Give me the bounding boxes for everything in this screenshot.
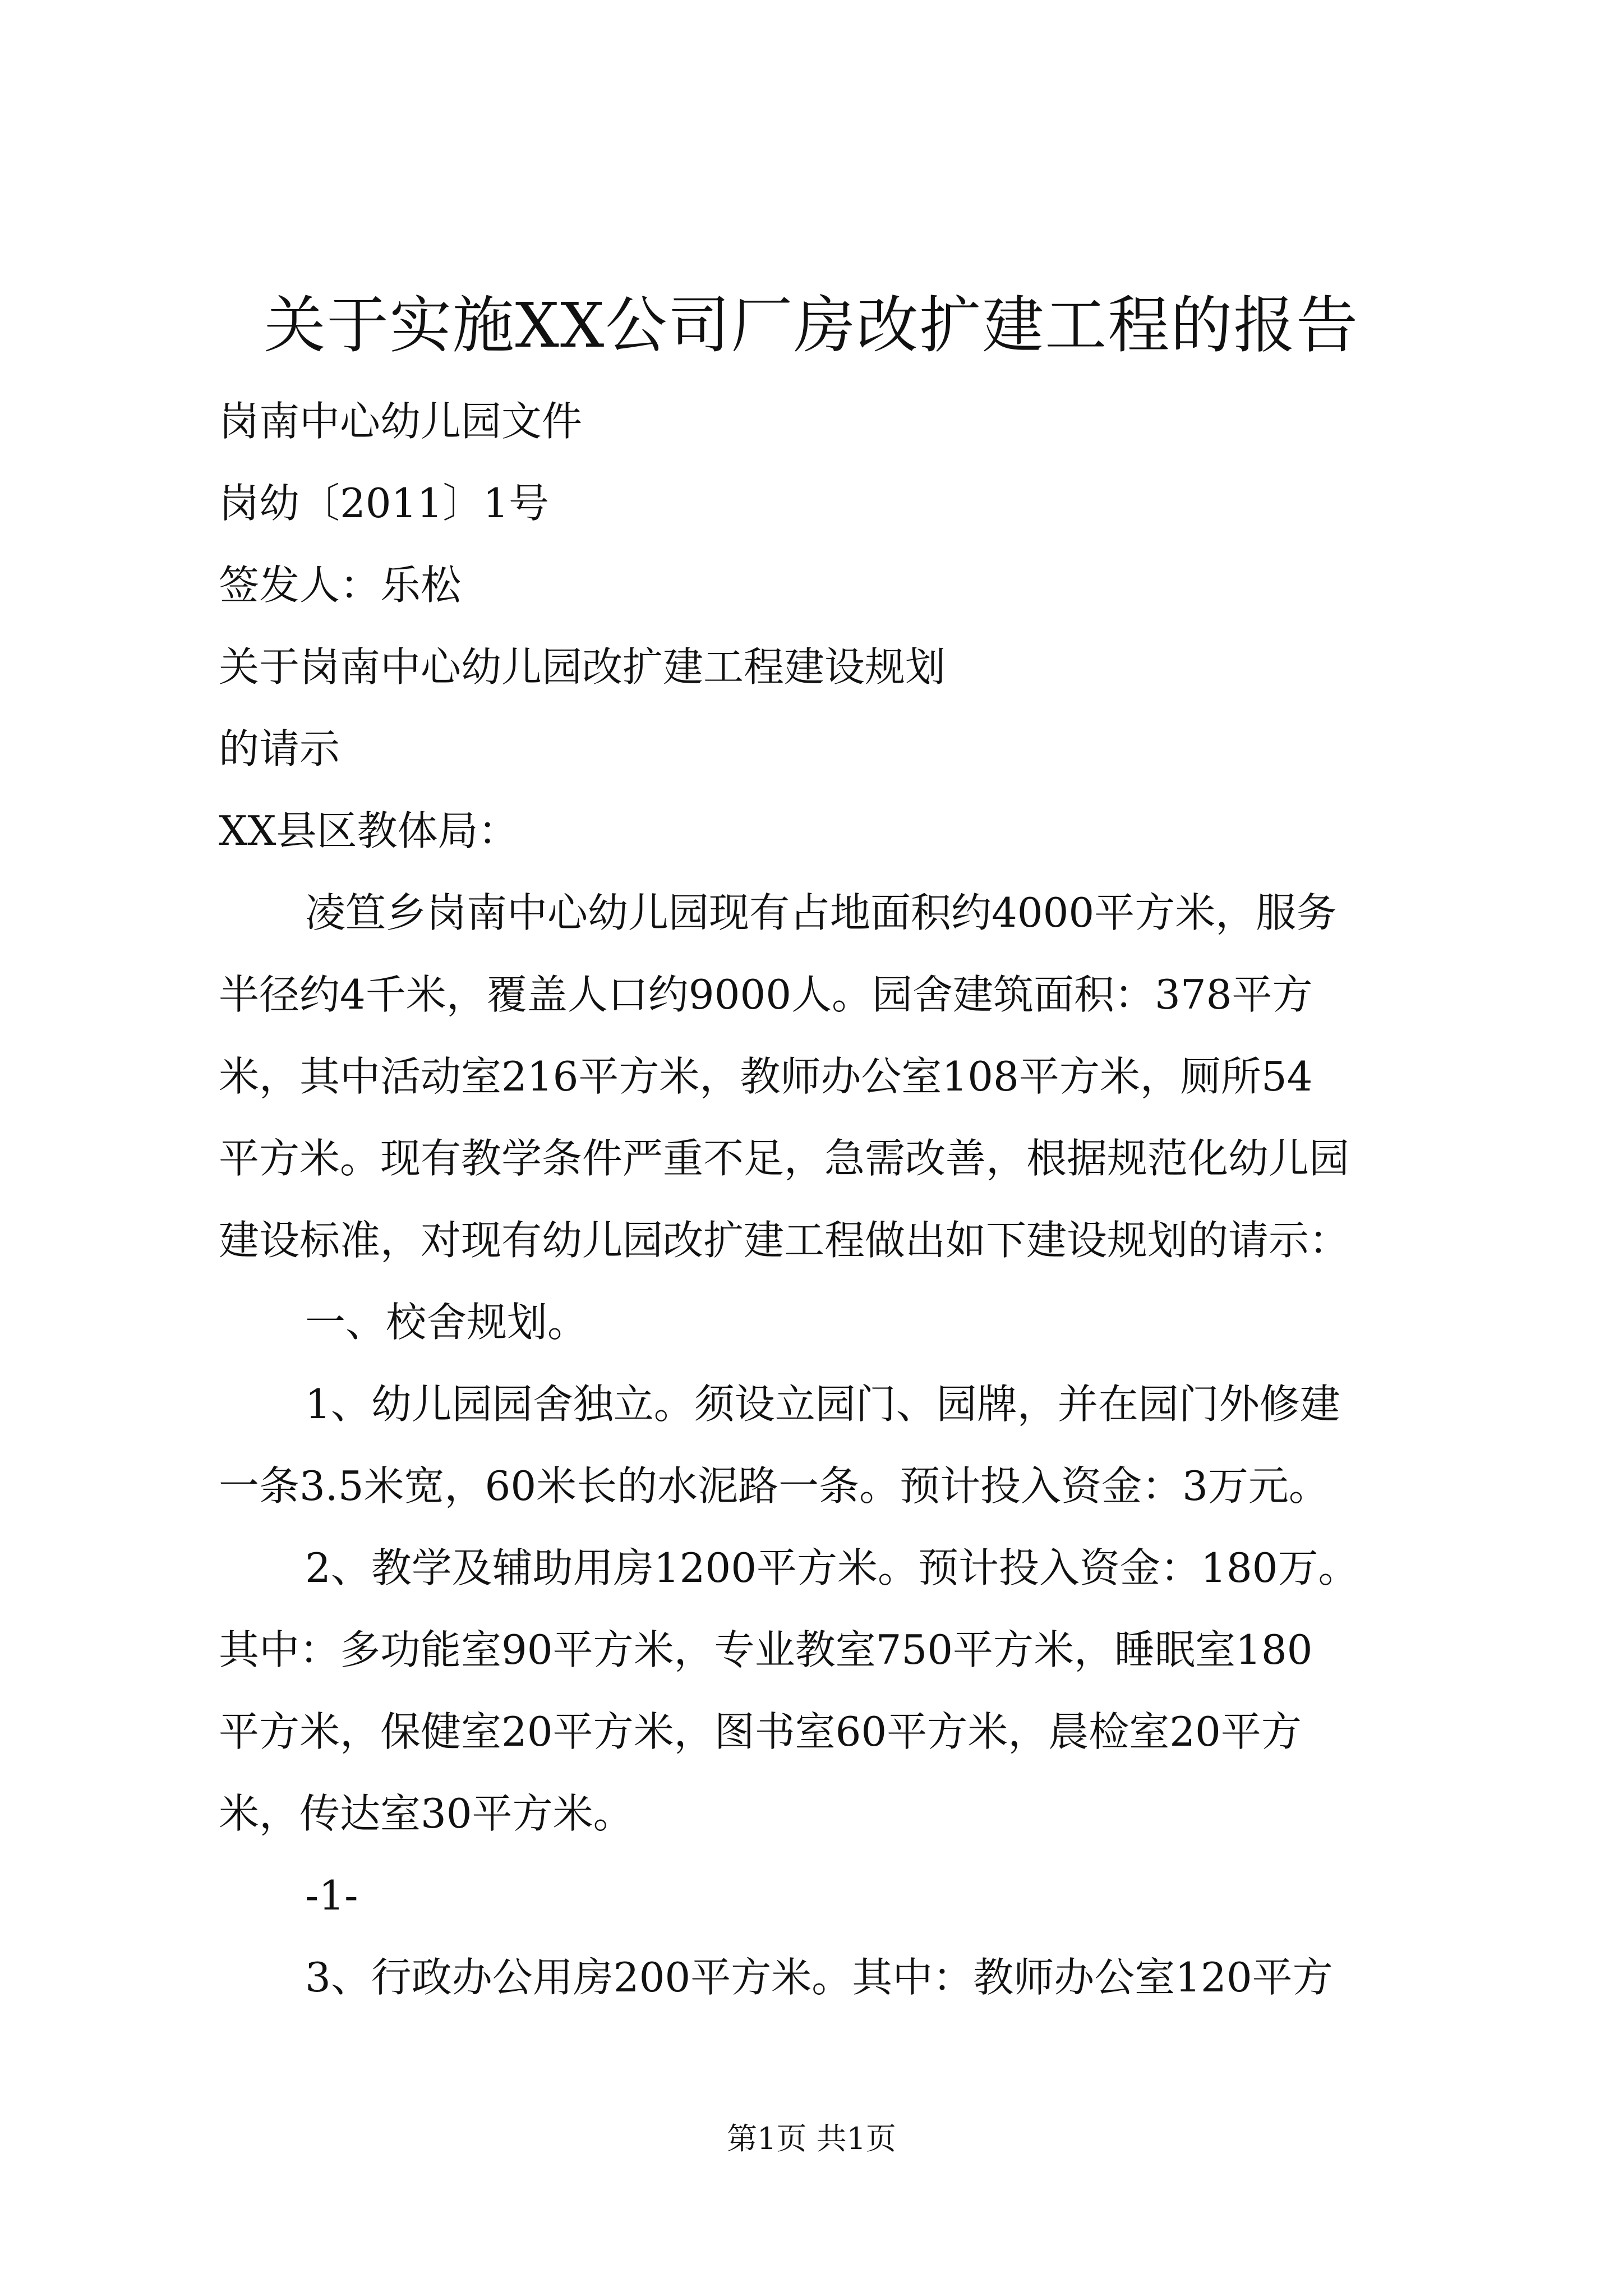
paragraph-line: 平方米。现有教学条件严重不足，急需改善，根据规范化幼儿园 [219, 1135, 1350, 1182]
paragraph-line: 建设标准，对现有幼儿园改扩建工程做出如下建设规划的请示： [219, 1217, 1350, 1264]
document-number-line: 岗幼〔2011〕1号 [219, 480, 550, 527]
paragraph-line: 3、行政办公用房200平方米。其中：教师办公室120平方 [305, 1954, 1333, 2001]
signer-line: 签发人：乐松 [219, 562, 462, 609]
paragraph-line: 凌笪乡岗南中心幼儿园现有占地面积约4000平方米，服务 [305, 889, 1337, 936]
subject-line: 关于岗南中心幼儿园改扩建工程建设规划 [219, 643, 946, 691]
paragraph-line: 其中：多功能室90平方米，专业教室750平方米，睡眠室180 [219, 1626, 1313, 1673]
document-body [219, 380, 1441, 2018]
paragraph-line: 米，其中活动室216平方米，教师办公室108平方米，厕所54 [219, 1053, 1313, 1100]
addressee-line: XX县区教体局： [219, 807, 519, 854]
paragraph-line: 1、幼儿园园舍独立。须设立园门、园牌，并在园门外修建 [305, 1381, 1340, 1428]
issuer-line: 岗南中心幼儿园文件 [219, 398, 583, 445]
section-heading: 一、校舍规划。 [305, 1299, 588, 1346]
subject-line-continued: 的请示 [219, 725, 340, 772]
paragraph-line: 2、教学及辅助用房1200平方米。预计投入资金：180万。 [305, 1544, 1359, 1591]
paragraph-line: 一条3.5米宽，60米长的水泥路一条。预计投入资金：3万元。 [219, 1462, 1329, 1510]
inline-page-number: -1- [305, 1872, 358, 1919]
document-title: 关于实施XX公司厂房改扩建工程的报告 [264, 289, 1359, 361]
paragraph-line: 半径约4千米，覆盖人口约9000人。园舍建筑面积：378平方 [219, 971, 1313, 1018]
page-footer: 第1页 共1页 [727, 2121, 896, 2156]
paragraph-line: 平方米，保健室20平方米，图书室60平方米，晨检室20平方 [219, 1708, 1302, 1755]
paragraph-line: 米，传达室30平方米。 [219, 1790, 634, 1837]
